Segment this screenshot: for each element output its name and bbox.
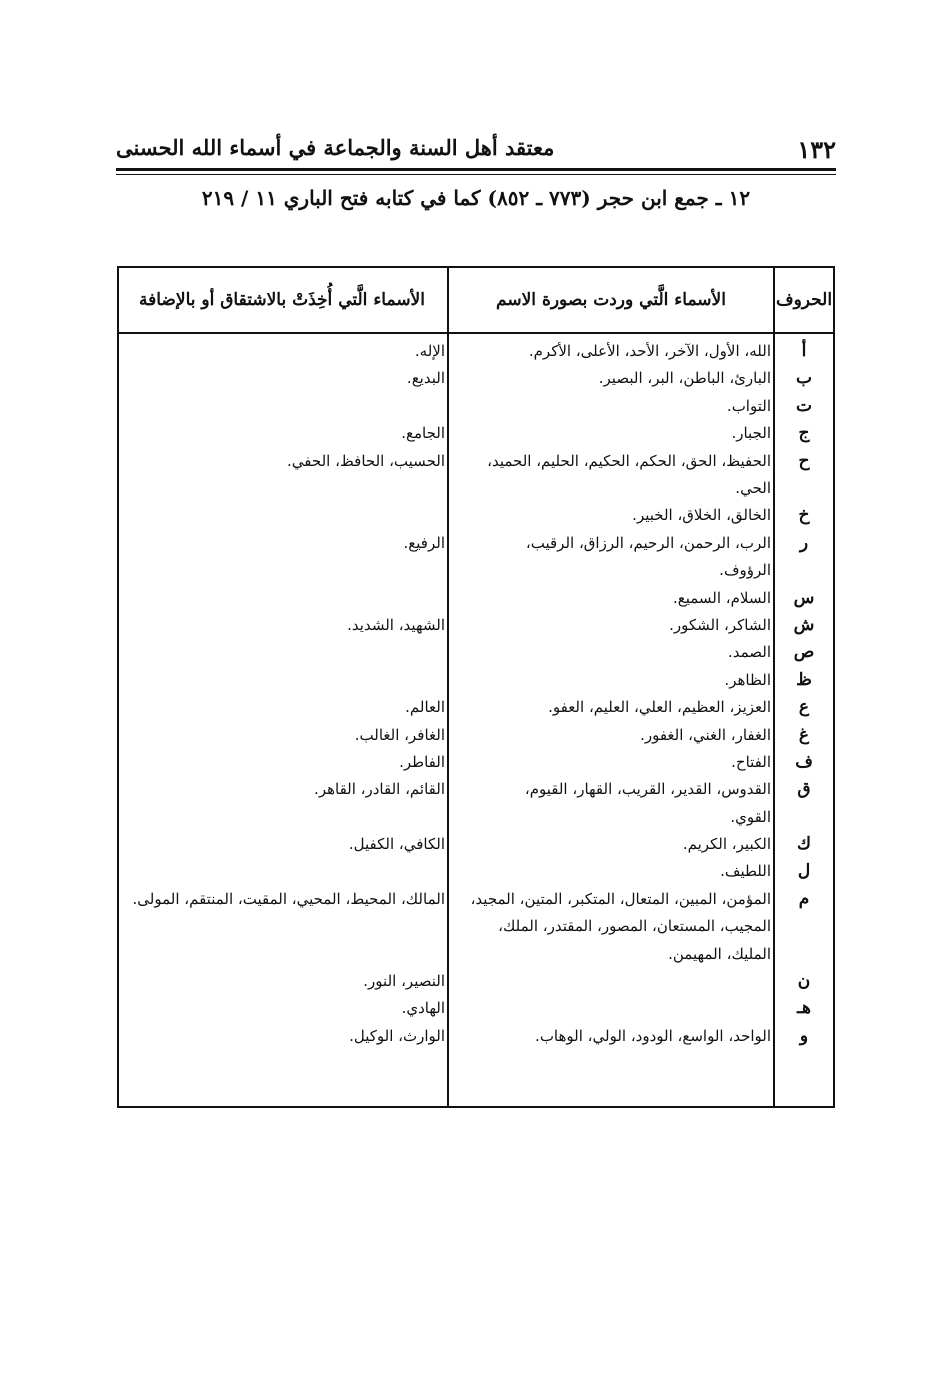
row-letter: ش xyxy=(793,614,815,635)
direct-names-line: الحفيظ، الحق، الحكم، الحكيم، الحليم، الحميد، xyxy=(487,451,771,470)
direct-names-line: الشاكر، الشكور. xyxy=(669,615,771,634)
header-rule-thick xyxy=(116,168,836,171)
table-row xyxy=(119,502,833,529)
table-row xyxy=(119,858,833,885)
table-row xyxy=(119,530,833,585)
row-letter: هـ xyxy=(797,998,811,1019)
direct-names-line: الرؤوف. xyxy=(719,561,771,580)
direct-names-line: الخالق، الخلاق، الخبير. xyxy=(632,506,771,525)
derived-names-line: الحسيب، الحافظ، الحفي. xyxy=(287,451,445,470)
header-rule-thin xyxy=(116,174,836,175)
row-letter: ف xyxy=(795,751,813,772)
section-heading: ١٢ ـ جمع ابن حجر (٧٧٣ ـ ٨٥٢) كما في كتابه فتح الباري ١١ / ٢١٩ xyxy=(201,186,751,210)
derived-names-line: الكافي، الكفيل. xyxy=(348,835,445,854)
table-row xyxy=(119,393,833,420)
derived-names-line: الغافر، الغالب. xyxy=(354,725,445,744)
table-row xyxy=(119,968,833,995)
page-header xyxy=(116,135,836,167)
direct-names-line: القدوس، القدير، القريب، القهار، القيوم، xyxy=(524,780,771,799)
table-row xyxy=(119,722,833,749)
direct-names-line: الحي. xyxy=(735,478,771,497)
direct-names-line: الفتاح. xyxy=(731,752,771,771)
table-row xyxy=(119,749,833,776)
derived-names-line: النصير، النور. xyxy=(363,972,445,991)
direct-names-line: الله، الأول، الآخر، الأحد، الأعلى، الأكرم. xyxy=(528,342,771,360)
row-letter: ت xyxy=(795,395,812,416)
row-letter: ر xyxy=(799,532,809,553)
row-letter: م xyxy=(798,888,810,909)
row-letter: غ xyxy=(798,724,810,745)
direct-names-line: العزيز، العظيم، العلي، العليم، العفو. xyxy=(548,698,771,717)
row-letter: ج xyxy=(798,423,810,444)
table-row xyxy=(119,338,833,365)
row-letter: ك xyxy=(796,834,811,855)
derived-names-line: الجامع. xyxy=(401,424,445,443)
row-letter: ظ xyxy=(796,669,812,690)
direct-names-line: الغفار، الغني، الغفور. xyxy=(640,725,771,744)
table-row xyxy=(119,585,833,612)
direct-names-line: الجبار. xyxy=(731,424,771,443)
header-divider xyxy=(119,332,833,334)
direct-names-line: المجيب، المستعان، المصور، المقتدر، الملك، xyxy=(498,917,771,936)
names-table xyxy=(117,266,835,1108)
page-number: ١٣٢ xyxy=(797,135,836,164)
table-row xyxy=(119,995,833,1022)
row-letter: ن xyxy=(797,971,811,992)
row-letter: ب xyxy=(795,368,812,389)
table-row xyxy=(119,694,833,721)
direct-names-line: المؤمن، المبين، المتعال، المتكبر، المتين، المجيد، xyxy=(470,889,771,908)
direct-names-line: الواحد، الواسع، الودود، الولي، الوهاب. xyxy=(535,1026,771,1045)
direct-names-line: المليك، المهيمن. xyxy=(668,944,771,963)
header-derived-names: الأسماء الَّتي أُخِذَتْ بالاشتقاق أو بالإضافة xyxy=(139,290,425,310)
row-letter: ل xyxy=(797,861,811,882)
direct-names-line: اللطيف. xyxy=(720,862,771,881)
derived-names-line: القائم، القادر، القاهر. xyxy=(314,780,445,799)
table-row xyxy=(119,448,833,503)
derived-names-line: الفاطر. xyxy=(399,752,445,771)
derived-names-line: البديع. xyxy=(406,369,445,388)
table-row xyxy=(119,612,833,639)
direct-names-line: القوي. xyxy=(730,807,771,826)
table-row xyxy=(119,420,833,447)
table-row xyxy=(119,667,833,694)
row-letter: ق xyxy=(797,779,811,800)
row-letter: ص xyxy=(793,642,815,663)
derived-names-line: الرفيع. xyxy=(403,533,445,552)
row-letter: أ xyxy=(801,341,807,361)
table-row xyxy=(119,776,833,831)
table-row xyxy=(119,1023,833,1050)
direct-names-line: الرب، الرحمن، الرحيم، الرزاق، الرقيب، xyxy=(525,533,771,552)
row-letter: ع xyxy=(798,697,810,718)
direct-names-line: الصمد. xyxy=(727,643,771,662)
derived-names-line: الشهيد، الشديد. xyxy=(347,615,445,634)
table-row xyxy=(119,831,833,858)
row-letter: س xyxy=(793,587,815,608)
derived-names-line: الإله. xyxy=(414,342,445,360)
derived-names-line: المالك، المحيط، المحيي، المقيت، المنتقم، المولى. xyxy=(132,889,445,908)
header-letters: الحروف xyxy=(775,290,833,310)
running-title: معتقد أهل السنة والجماعة في أسماء الله الحسنى xyxy=(116,135,555,160)
direct-names-line: السلام، السميع. xyxy=(672,588,771,607)
derived-names-line: العالم. xyxy=(405,698,445,717)
table-row xyxy=(119,886,833,968)
direct-names-line: الظاهر. xyxy=(724,670,771,689)
direct-names-line: التواب. xyxy=(726,396,771,415)
row-letter: خ xyxy=(798,505,810,526)
row-letter: و xyxy=(799,1025,809,1046)
row-letter: ح xyxy=(798,450,810,471)
header-direct-names: الأسماء الَّتي وردت بصورة الاسم xyxy=(496,290,726,310)
direct-names-line: الكبير، الكريم. xyxy=(682,835,771,854)
table-body xyxy=(119,338,833,1050)
derived-names-line: الوارث، الوكيل. xyxy=(349,1026,445,1045)
derived-names-line: الهادي. xyxy=(401,999,445,1018)
table-row xyxy=(119,639,833,666)
table-row xyxy=(119,365,833,392)
direct-names-line: البارئ، الباطن، البر، البصير. xyxy=(598,369,771,388)
